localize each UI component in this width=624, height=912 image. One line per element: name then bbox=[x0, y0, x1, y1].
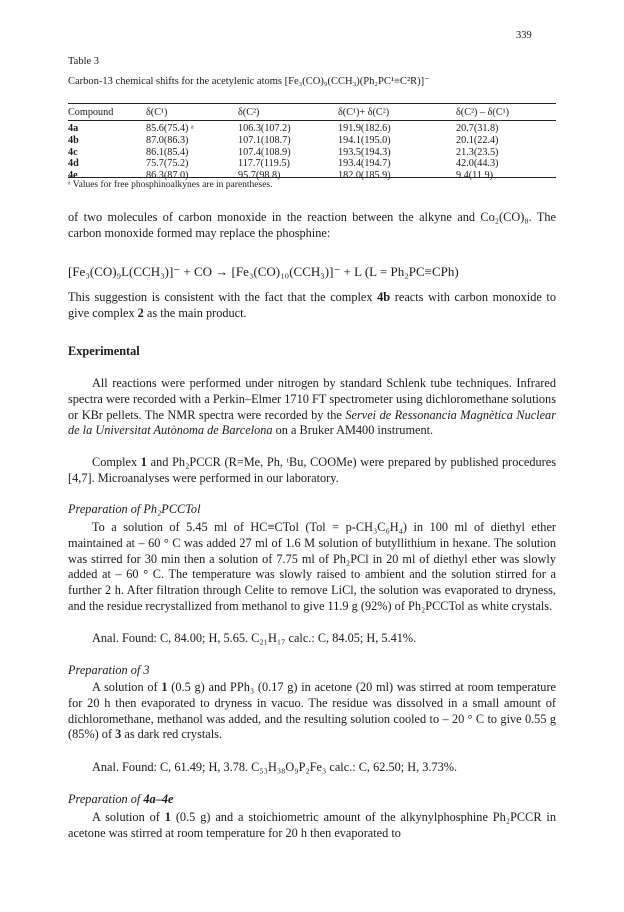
col-header-diff: δ(C²) – δ(C¹) bbox=[456, 106, 510, 118]
experimental-heading: Experimental bbox=[68, 344, 140, 358]
prep-heading-ph2pcctol: Preparation of Ph₂PCCTol bbox=[68, 502, 201, 516]
analysis-ph2pcctol: Anal. Found: C, 84.00; H, 5.65. C₂₁H₁₇ calc.: C, 84.05; H, 5.41%. bbox=[92, 631, 417, 645]
table-cell: 182.0(185.9) bbox=[338, 170, 391, 182]
table-cell: 20.1(22.4) bbox=[456, 134, 499, 146]
col-header-compound: Compound bbox=[68, 106, 114, 118]
prep-heading-4a-4e: Preparation of 4a–4e bbox=[68, 792, 174, 806]
table-bottom-rule bbox=[68, 177, 556, 178]
table-cell: 85.6(75.4) ᵃ bbox=[146, 123, 194, 134]
table-cell: 191.9(182.6) bbox=[338, 123, 391, 134]
paragraph-starting-materials: Complex 1 and Ph₂PCCR (R=Me, Ph, ᵗBu, COOMe) were prepared by published procedures [4,7]. Microanalyses were performed in our laboratory. bbox=[68, 455, 556, 485]
table-cell: 21.3(23.5) bbox=[456, 146, 499, 158]
table-cell: 87.0(86.3) bbox=[146, 134, 189, 146]
table-cell: 4c bbox=[68, 146, 78, 158]
table-cell: 4e bbox=[68, 170, 78, 182]
table-row bbox=[68, 158, 556, 170]
paragraph-prep-4a-4e: A solution of 1 (0.5 g) and a stoichiometric amount of the alkynylphosphine Ph₂PCCR in acetone was stirred at room temperature for 20 h then evaporated to bbox=[68, 810, 556, 840]
table-cell: 86.3(87.0) bbox=[146, 170, 189, 182]
table-cell: 107.1(108.7) bbox=[238, 134, 291, 146]
table-cell: 4b bbox=[68, 134, 79, 146]
table-cell: 42.0(44.3) bbox=[456, 158, 499, 170]
table-row bbox=[68, 147, 556, 159]
table-cell: 106.3(107.2) bbox=[238, 123, 291, 134]
table-cell: 107.4(108.9) bbox=[238, 146, 291, 158]
table-cell: 95.7(98.8) bbox=[238, 170, 281, 182]
table-cell: 86.1(85.4) bbox=[146, 146, 189, 158]
table-footnote: ᵃ Values for free phosphinoalkynes are in parentheses. bbox=[68, 180, 273, 190]
table-row bbox=[68, 135, 556, 147]
table-row bbox=[68, 123, 556, 135]
table-header-row bbox=[68, 104, 556, 121]
table-cell: 194.1(195.0) bbox=[338, 134, 391, 146]
table-cell: 4a bbox=[68, 123, 79, 134]
table-cell: 117.7(119.5) bbox=[238, 158, 290, 170]
paragraph-prep-3: A solution of 1 (0.5 g) and PPh₃ (0.17 g) in acetone (20 ml) was stirred at room temperature for 20 h then evaporated to dryness in vacuo. The residue was dissolved in a small amount of dichloromethane, methanol was added, and the resulting solution cooled to – 20 ° C to give 0.55 g (85%) of 3 as dark red crystals. bbox=[68, 680, 557, 742]
paragraph-prep-ph2pcctol: To a solution of 5.45 ml of HC≡CTol (Tol = p-CH₃C₆H₄) in 100 ml of diethyl ether maintained at – 60 ° C was added 27 ml of 1.6 M solution of butyllithium in hexane. The solution was stirred for 30 min then a solution of 7.75 ml of Ph₂PCl in 20 ml of diethyl ether was slowly added at – 60 ° C. The temperature was slowly raised to ambient and the solution stirred for a further 2 h. After filtration through Celite to remove LiCl, the solution was evaporated to dryness, and the residue recrystallized from methanol to give 11.9 g (92%) of Ph₂PCCTol as white crystals. bbox=[68, 520, 556, 613]
paragraph-general-methods: All reactions were performed under nitrogen by standard Schlenk tube techniques. Infrared spectra were recorded with a Perkin–Elmer 1710 FT spectrometer using dichloromethane solutions or KBr pellets. The NMR spectra were recorded by the Servei de Ressonancia Magnètica Nuclear de la Universitat Autònoma de Barcelona on a Bruker AM400 instrument. bbox=[68, 376, 556, 438]
col-header-sum: δ(C¹)+ δ(C²) bbox=[338, 106, 390, 118]
table-cell: 75.7(75.2) bbox=[146, 158, 189, 170]
paragraph-suggestion: This suggestion is consistent with the fact that the complex 4b reacts with carbon monoxide to give complex 2 as the main product. bbox=[68, 290, 556, 320]
page-number: 339 bbox=[516, 30, 532, 41]
shift-table bbox=[68, 104, 556, 182]
reaction-equation: [Fe₃(CO)₉L(CCH₃)]⁻ + CO → [Fe₃(CO)₁₀(CCH₃)]⁻ + L (L = Ph₂PC≡CPh) bbox=[68, 264, 459, 279]
col-header-c1: δ(C¹) bbox=[146, 106, 168, 118]
table-cell: 193.4(194.7) bbox=[338, 158, 391, 170]
col-header-c2: δ(C²) bbox=[238, 106, 260, 118]
table-cell: 193.5(194.3) bbox=[338, 146, 391, 158]
table-cell: 9.4(11.9) bbox=[456, 170, 493, 182]
prep-heading-3: Preparation of 3 bbox=[68, 663, 150, 677]
table-label: Table 3 bbox=[68, 56, 100, 67]
table-caption: Carbon-13 chemical shifts for the acetylenic atoms [Fe₃(CO)₉(CCH₃)(Ph₂PC¹≡C²R)]⁻ bbox=[68, 76, 430, 87]
analysis-3: Anal. Found: C, 61.49; H, 3.78. C₅₃H₃₈O₉P₂Fe₃ calc.: C, 62.50; H, 3.73%. bbox=[92, 760, 458, 774]
table-cell: 20.7(31.8) bbox=[456, 123, 499, 134]
table-cell: 4d bbox=[68, 158, 79, 170]
paragraph-reaction: of two molecules of carbon monoxide in the reaction between the alkyne and Co₂(CO)₈. The carbon monoxide formed may replace the phosphine: bbox=[68, 210, 556, 240]
